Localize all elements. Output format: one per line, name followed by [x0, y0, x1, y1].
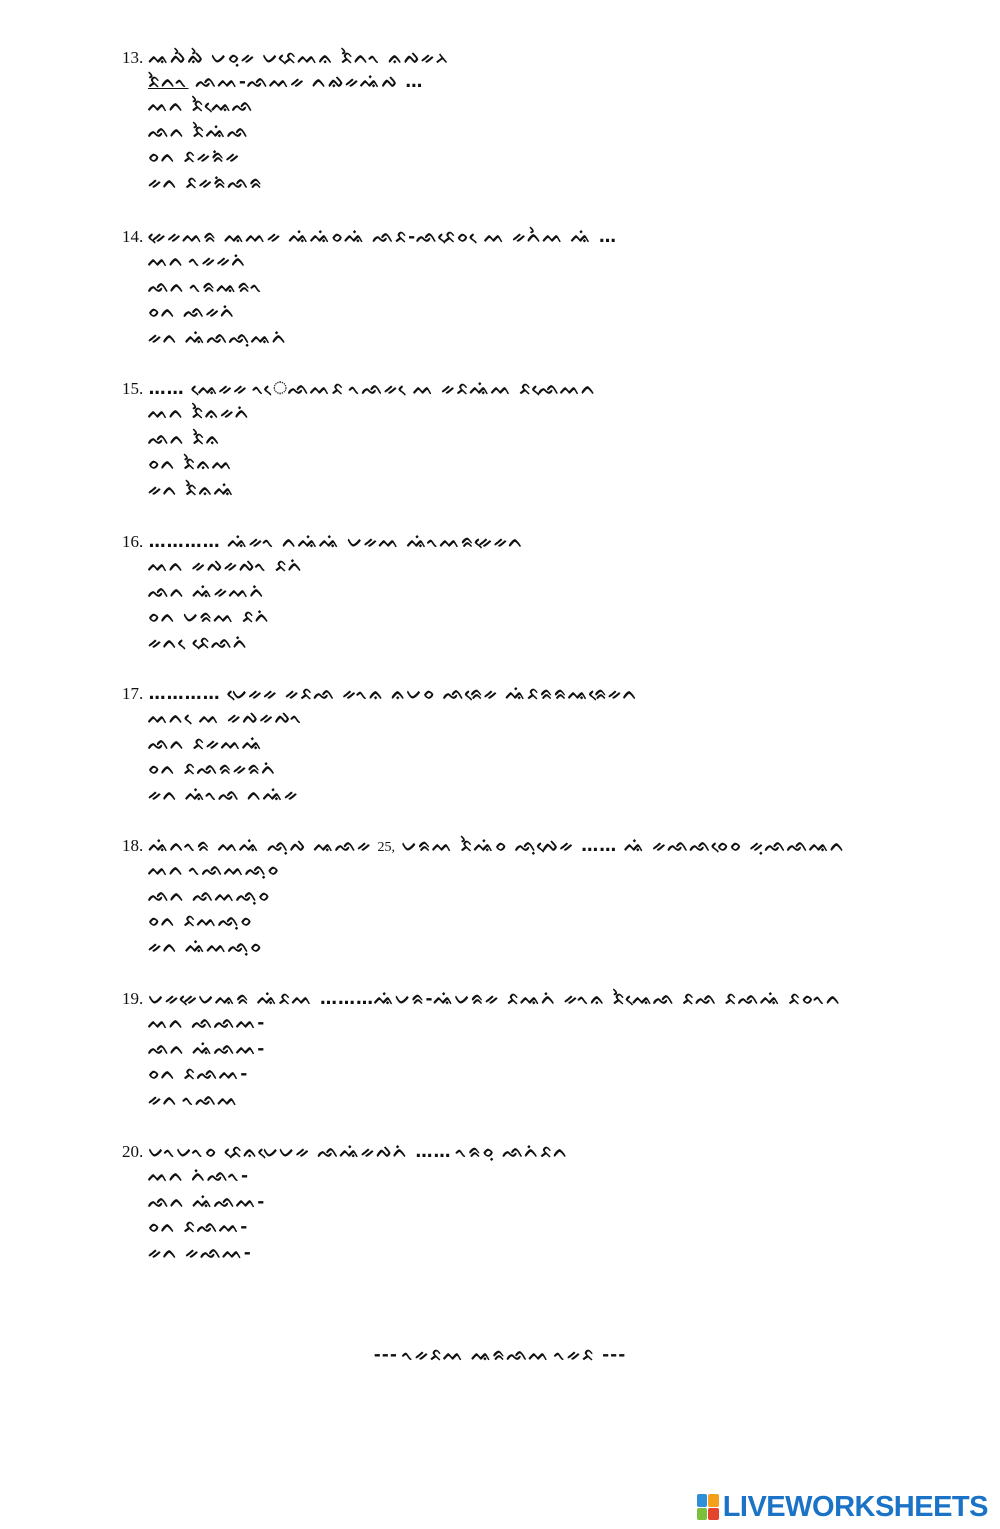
option-c[interactable]: ᨔᨈ ᨅᨒᨑᨀᨑᨈᨗ: [148, 759, 278, 779]
options-list: [122, 249, 942, 351]
options-list: [122, 858, 942, 960]
question-number: 19.: [122, 989, 144, 1008]
option-b[interactable]: ᨒᨈ ᨕᨗᨒᨓ-: [148, 1038, 266, 1059]
question-stem-continuation: ᨆᨑᨓ ᨅᨛᨕᨗᨔ ᨒᨘᨄᨙᨀ …… ᨕᨗ ᨀᨒᨒᨔᨙᨔ ᨀᨘᨒᨒᨕᨈ: [395, 836, 846, 856]
option-c[interactable]: ᨔᨈ ᨅᨒᨓ-: [148, 1064, 249, 1084]
question-15: [122, 377, 942, 503]
option-d[interactable]: ᨀᨈ ᨀᨒᨓ-: [148, 1242, 252, 1263]
question-stem: ᨕᨗᨈᨚᨑ ᨓᨕᨗ ᨒᨘᨄ ᨕᨒᨀ: [148, 836, 373, 856]
question-stem: ᨆᨚᨆᨚᨔ ᨅᨙᨊᨆᨙᨆᨀ ᨒᨕᨗᨀᨄᨈᨗ …… ᨚᨑᨔᨘ ᨒᨈᨗᨅᨈ: [148, 1142, 569, 1162]
option-a[interactable]: ᨓᨈ ᨈᨗᨒᨚ-: [148, 1166, 250, 1186]
option-b[interactable]: ᨒᨈ ᨕᨗᨀᨓᨈᨗ: [148, 581, 266, 602]
option-a[interactable]: ᨓᨈ ᨅᨛᨕᨙᨒ: [148, 96, 255, 116]
option-b[interactable]: ᨒᨈ ᨕᨗᨒᨓ-: [148, 1191, 266, 1212]
question-number: 17.: [122, 684, 144, 703]
option-a[interactable]: ᨓᨈ ᨚᨀᨀᨈᨗ: [148, 251, 248, 271]
question-19: [122, 987, 942, 1113]
question-number: 14.: [122, 227, 144, 246]
option-c[interactable]: ᨔᨈ ᨆᨑᨓ ᨅᨈᨗ: [148, 607, 271, 627]
option-c[interactable]: ᨔᨈ ᨒᨀᨈᨗ: [148, 302, 236, 322]
question-stem: ᨆᨀᨀᨙᨆᨕᨑ ᨕᨗᨅᨓ ………ᨕᨗᨆᨑ-ᨕᨗᨆᨑᨀ ᨅᨕᨈᨗ ᨀᨚᨊ ᨅᨛᨕᨙᨒ ᨅᨒ ᨅᨒᨕᨗ ᨅᨔᨚᨈ: [148, 989, 842, 1009]
option-a[interactable]: ᨓᨈ ᨒᨒᨓ-: [148, 1013, 266, 1033]
option-c[interactable]: ᨔᨈ ᨅᨒᨓ-: [148, 1217, 249, 1237]
liveworksheets-logo-icon: [697, 1494, 719, 1520]
question-20: [122, 1140, 942, 1266]
option-b[interactable]: ᨒᨈ ᨚᨑᨕᨑᨚ: [148, 276, 264, 297]
question-18: [122, 834, 942, 960]
question-number: 20.: [122, 1142, 144, 1161]
option-d[interactable]: ᨀᨈ ᨙᨅᨙᨒᨈᨗ: [148, 632, 249, 653]
options-list: [122, 94, 942, 196]
question-stem: ᨀᨙᨀᨓᨑ ᨕᨓᨀ ᨕᨗᨕᨗᨔᨕᨗ ᨒᨅ-ᨒᨅᨙᨔ ᨙᨓ ᨀᨈᨛᨓ ᨕᨗ …: [148, 227, 618, 247]
option-b[interactable]: ᨒᨈ ᨅᨛᨊ: [148, 428, 222, 449]
options-list: [122, 1011, 942, 1113]
liveworksheets-brand[interactable]: [697, 1490, 988, 1524]
options-list: [122, 401, 942, 503]
question-14: [122, 225, 942, 351]
option-b[interactable]: ᨒᨈ ᨒᨓᨒᨘᨔ: [148, 885, 272, 906]
options-list: [122, 1164, 942, 1266]
question-number: 15.: [122, 379, 144, 398]
question-number: 16.: [122, 532, 144, 551]
option-a[interactable]: ᨓᨈ ᨚᨒᨓᨒᨘᨔ: [148, 860, 281, 880]
option-d[interactable]: ᨀᨈ ᨅᨀᨑᨗᨒᨑ: [148, 172, 264, 193]
question-16: [122, 530, 942, 656]
question-stem: ᨕᨄᨛᨁᨛ ᨆᨔᨘᨀ ᨆᨅᨙᨓᨊ ᨅᨛᨈᨚ ᨊᨄᨀᨂ: [148, 48, 450, 68]
option-d[interactable]: ᨀᨈ ᨕᨗᨚᨒ ᨈᨕᨗᨀ: [148, 784, 300, 805]
question-stem: …… ᨕᨙᨀᨀ ᨚᨙᨒᨓᨅ ᨚᨒᨀ ᨙᨓ ᨀᨅᨕᨗᨓ ᨅᨒᨙᨓᨈ: [148, 379, 597, 399]
question-stem: ………… ᨆᨙᨀᨀ ᨀᨅᨒ ᨀᨚᨊ ᨊᨆᨔ ᨒᨑᨙᨀ ᨕᨗᨅᨑᨑᨕᨑᨙᨀᨈ: [148, 684, 639, 704]
question-stem-number: 25,: [377, 840, 396, 855]
question-number: 18.: [122, 836, 144, 855]
option-c[interactable]: ᨔᨈ ᨅᨛᨊᨓ: [148, 454, 234, 474]
option-b[interactable]: ᨒᨈ ᨅᨀᨓᨕᨗ: [148, 733, 264, 754]
underlined-word: ᨅᨛᨈᨚ: [148, 72, 189, 92]
brand-name: LIVEWORKSHEETS: [722, 1490, 988, 1523]
option-b[interactable]: ᨒᨈ ᨅᨛᨕᨗᨒ: [148, 121, 250, 142]
question-13: [122, 46, 942, 196]
options-list: [122, 554, 942, 656]
option-d[interactable]: ᨀᨈ ᨕᨗᨓᨒᨘᨔ: [148, 936, 264, 957]
option-a[interactable]: ᨓᨈ ᨙᨓ ᨀᨄᨀᨄᨚ: [148, 708, 304, 728]
option-c[interactable]: ᨔᨈ ᨅᨀᨑᨗᨀ: [148, 147, 241, 167]
option-d[interactable]: ᨀᨈ ᨕᨗᨒᨒᨘᨕᨈᨗ: [148, 327, 288, 348]
question-stem-continuation: ᨒᨓ-ᨒᨓᨀ ᨈᨁᨀᨕᨗᨄ …: [188, 72, 424, 92]
option-d[interactable]: ᨀᨈ ᨅᨛᨊᨕᨗ: [148, 479, 236, 500]
option-c[interactable]: ᨔᨈ ᨅᨓᨒᨘᨔ: [148, 911, 254, 931]
options-list: [122, 706, 942, 808]
question-number: 13.: [122, 48, 144, 67]
option-d[interactable]: ᨀᨈ ᨚᨒᨓ: [148, 1089, 239, 1110]
question-17: [122, 682, 942, 808]
option-a[interactable]: ᨓᨈ ᨀᨄᨀᨄᨚ ᨅᨈᨗ: [148, 556, 304, 576]
question-stem: ………… ᨕᨗᨀᨚ ᨈᨕᨗᨕᨗ ᨆᨀᨓ ᨕᨗᨚᨓᨑᨀᨙᨀᨈ: [148, 532, 525, 552]
option-a[interactable]: ᨓᨈ ᨅᨛᨊᨀᨈᨗ: [148, 403, 251, 423]
end-of-test-text: --- ᨚᨀᨅᨓ ᨕᨑᨒᨓ ᨚᨀᨅ ---: [373, 1345, 627, 1365]
